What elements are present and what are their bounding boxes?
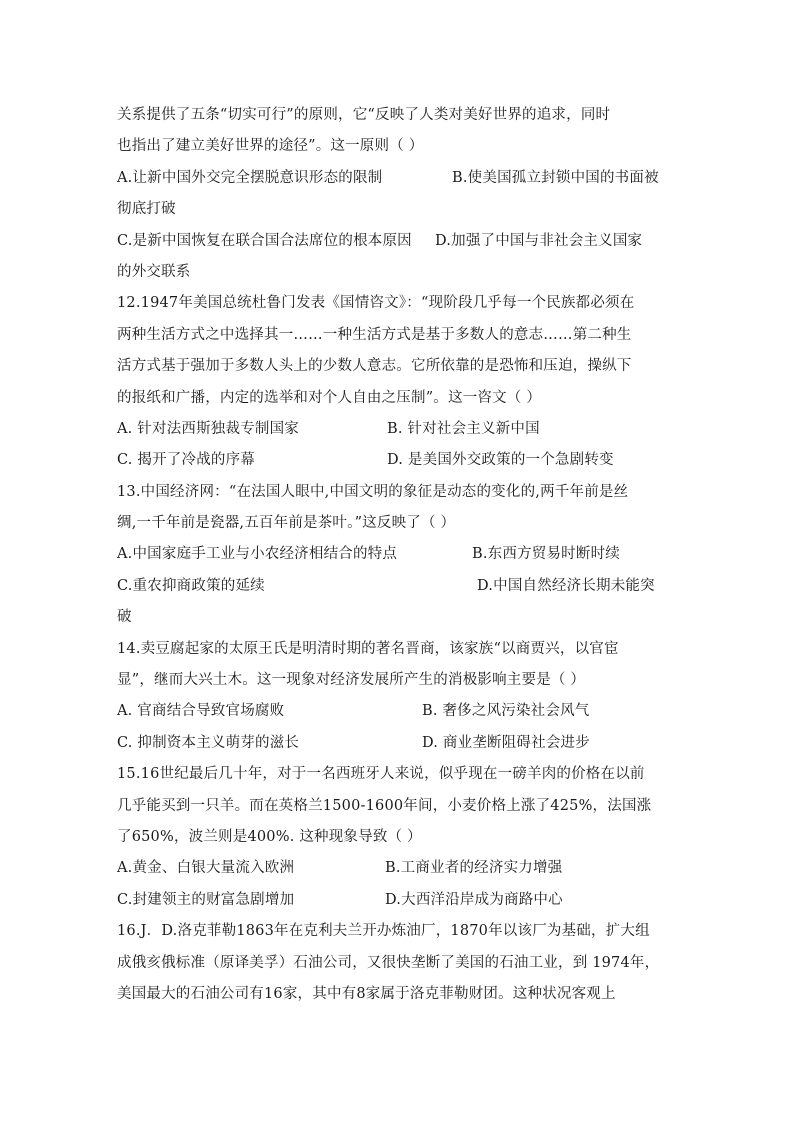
options-row	[117, 696, 683, 727]
question-stem-line: 也指出了建立美好世界的途径”。这一原则（ ）	[117, 138, 424, 155]
option-b: B.工商业者的经济实力增强	[385, 860, 563, 877]
question-stem-line: 了650%，波兰则是400%. 这种现象导致（ ）	[117, 828, 422, 845]
option-a: A.让新中国外交完全摆脱意识形态的限制	[117, 169, 383, 186]
options-row	[117, 226, 683, 257]
option-d: D. 商业垄断阻碍社会进步	[422, 734, 590, 751]
options-row	[117, 853, 683, 884]
question-11	[117, 100, 683, 288]
question-stem-line: 绸,一千年前是瓷器,五百年前是茶叶。”这反映了（ ）	[117, 515, 456, 532]
option-d: D.加强了中国与非社会主义国家	[435, 232, 643, 249]
option-b-continued: 彻底打破	[117, 201, 176, 218]
question-stem-line: 美国最大的石油公司有16家，其中有8家属于洛克菲勒财团。这种状况客观上	[117, 985, 616, 1002]
options-row	[117, 571, 683, 602]
question-stem-line: 16.J．D.洛克菲勒1863年在克利夫兰开办炼油厂，1870年以该厂为基础，扩大组	[117, 923, 650, 940]
question-stem-line: 关系提供了五条“切实可行”的原则，它“反映了人类对美好世界的追求，同时	[117, 107, 611, 123]
options-row	[117, 885, 683, 916]
option-a: A.中国家庭手工业与小农经济相结合的特点	[117, 546, 398, 563]
options-row	[117, 728, 683, 759]
question-stem-line: 14.卖豆腐起家的太原王氏是明清时期的著名晋商，该家族“以商贾兴，以官宦	[117, 640, 619, 657]
question-stem-line: 13.中国经济网：“在法国人眼中,中国文明的象征是动态的变化的,两千年前是丝	[117, 483, 629, 500]
question-stem-line: 几乎能买到一只羊。而在英格兰1500-1600年间，小麦价格上涨了425%，法国涨	[117, 797, 652, 814]
option-b: B.东西方贸易时断时续	[472, 546, 620, 563]
option-a: A.黄金、白银大量流入欧洲	[117, 860, 295, 877]
options-row	[117, 414, 683, 445]
question-stem-line: 两种生活方式之中选择其一……一种生活方式是基于多数人的意志……第二种生	[117, 326, 632, 343]
exam-page	[117, 100, 683, 1010]
question-stem-line: 12.1947年美国总统杜鲁门发表《国情咨文》：“现阶段几乎每一个民族都必须在	[117, 295, 635, 312]
question-stem-line: 显”，继而大兴土木。这一现象对经济发展所产生的消极影响主要是（ ）	[117, 672, 586, 689]
option-c: C. 抑制资本主义萌芽的滋长	[117, 734, 300, 751]
question-16	[117, 916, 683, 1010]
question-13	[117, 477, 683, 634]
question-stem-line: 15.16世纪最后几十年，对于一名西班牙人来说，似乎现在一磅羊肉的价格在以前	[117, 766, 645, 783]
option-b: B. 针对社会主义新中国	[387, 420, 540, 437]
question-15	[117, 759, 683, 916]
option-d: D.大西洋沿岸成为商路中心	[385, 891, 563, 908]
options-row	[117, 163, 683, 194]
option-c: C.重农抑商政策的延续	[117, 577, 265, 594]
option-d-continued: 破	[117, 609, 132, 626]
question-14	[117, 634, 683, 760]
options-row	[117, 445, 683, 476]
option-c: C. 揭开了冷战的序幕	[117, 452, 255, 469]
question-stem-line: 的报纸和广播，内定的选举和对个人自由之压制”。这一咨文（ ）	[117, 389, 542, 406]
options-row	[117, 539, 683, 570]
option-c: C.封建领主的财富急剧增加	[117, 891, 295, 908]
question-stem-line: 活方式基于强加于多数人头上的少数人意志。它所依靠的是恐怖和压迫，操纵下	[117, 358, 632, 375]
option-b: B.使美国孤立封锁中国的书面被	[452, 169, 659, 186]
option-b: B. 奢侈之风污染社会风气	[422, 703, 590, 720]
option-d: D.中国自然经济长期未能突	[477, 577, 655, 594]
question-12	[117, 288, 683, 476]
option-d-continued: 的外交联系	[117, 263, 191, 280]
option-a: A. 官商结合导致官场腐败	[117, 703, 285, 720]
question-stem-line: 成俄亥俄标准（原译美孚）石油公司，又很快垄断了美国的石油工业，到 1974年，	[117, 954, 660, 971]
option-d: D. 是美国外交政策的一个急剧转变	[387, 452, 614, 469]
option-a: A. 针对法西斯独裁专制国家	[117, 420, 299, 437]
option-c: C.是新中国恢复在联合国合法席位的根本原因	[117, 232, 412, 249]
